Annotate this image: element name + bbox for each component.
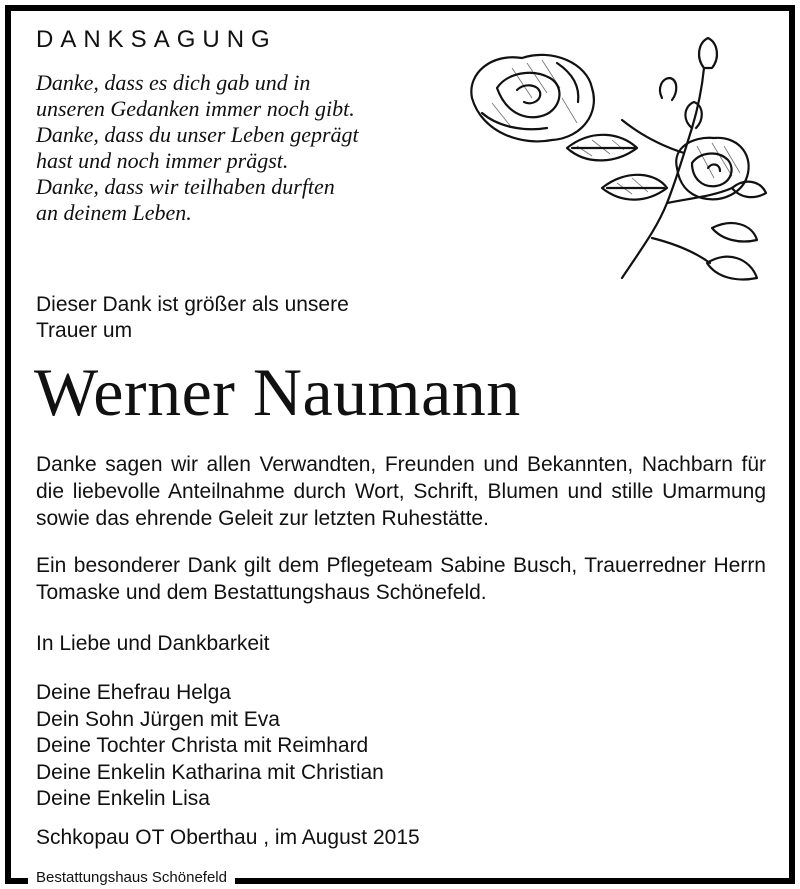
signer: Dein Sohn Jürgen mit Eva (36, 707, 280, 731)
signer: Deine Tochter Christa mit Reimhard (36, 734, 369, 757)
signers-list (36, 680, 384, 813)
intro-line: Dieser Dank ist größer als unsere (36, 293, 349, 316)
deceased-name: Werner Naumann (34, 354, 521, 430)
rose-branch-icon (452, 28, 770, 286)
closing-line: In Liebe und Dankbarkeit (36, 632, 270, 655)
poem-line: hast und noch immer prägst. (36, 148, 289, 173)
signer: Deine Enkelin Katharina mit Christian (36, 760, 384, 784)
poem-line: an deinem Leben. (36, 200, 192, 225)
poem-line: unseren Gedanken immer noch gibt. (36, 96, 355, 121)
signer: Deine Ehefrau Helga (36, 681, 231, 704)
intro-text (36, 292, 349, 344)
poem (36, 70, 359, 226)
signer: Deine Enkelin Lisa (36, 787, 210, 810)
poem-line: Danke, dass wir teilhaben durften (36, 174, 335, 199)
intro-line: Trauer um (36, 319, 133, 342)
thanks-paragraph: Danke sagen wir allen Verwandten, Freunden und Bekannten, Nachbarn für die liebevolle Anteilnahme durch Wort, Schrift, Blumen und stille Umarmung sowie das ehrende Geleit zur letzten Ruhestätte. (36, 453, 766, 530)
notice-heading: DANKSAGUNG (36, 26, 277, 53)
place-and-date: Schkopau OT Oberthau , im August 2015 (36, 826, 420, 849)
funeral-home-imprint: Bestattungshaus Schönefeld (28, 866, 235, 889)
special-thanks-paragraph: Ein besonderer Dank gilt dem Pflegeteam Sabine Busch, Trauerredner Herrn Tomaske und dem Bestattungshaus Schönefeld. (36, 554, 766, 604)
poem-line: Danke, dass es dich gab und in (36, 70, 311, 95)
poem-line: Danke, dass du unser Leben geprägt (36, 122, 359, 147)
